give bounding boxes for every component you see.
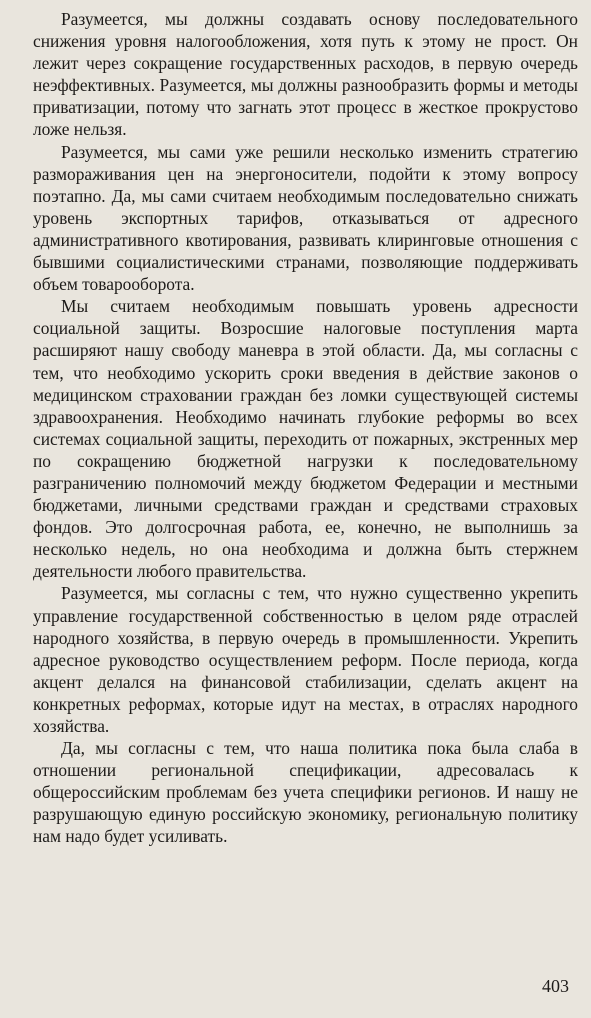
paragraph-1: Разумеется, мы должны создавать основу последовательного снижения уровня налогообложения, хотя путь к этому не прост. Он лежит через сокращение государственных расходов, в первую очередь неэффективных. Разумеется, мы должны разнообразить формы и методы приватизации, потому что загнать этот процесс в жесткое прокрустово ложе нельзя. (33, 9, 578, 140)
paragraph-2: Разумеется, мы сами уже решили несколько изменить стратегию размораживания цен на энергоносители, подойти к этому вопросу поэтапно. Да, мы сами считаем необходимым последовательно снижать уровень экспортных тарифов, отказываться от адресного административного квотирования, развивать клиринговые отношения с бывшими социалистическими странами, позволяющие поддерживать объем товарооборота. (33, 141, 578, 295)
page-number: 403 (542, 976, 569, 996)
paragraph-3: Мы считаем необходимым повышать уровень адресности социальной защиты. Возросшие налоговые поступления марта расширяют нашу свободу маневра в этой области. Да, мы согласны с тем, что необходимо ускорить сроки введения в действие законов о медицинском страховании граждан без ломки существующей системы здравоохранения. Необходимо начинать глубокие реформы во всех системах социальной защиты, переходить от пожарных, экстренных мер по сокращению бюджетной нагрузки к последовательному разграничению полномочий между бюджетом Федерации и местными бюджетами, личными средствами граждан и средствами страховых фондов. Это долгосрочная работа, ее, конечно, не выполнишь за несколько недель, но она необходима и должна быть стержнем деятельности любого правительства. (33, 296, 578, 582)
paragraph-4: Разумеется, мы согласны с тем, что нужно существенно укрепить управление государственной собственностью в целом ряде отраслей народного хозяйства, в первую очередь в промышленности. Укрепить адресное руководство осуществлением реформ. После периода, когда акцент делался на финансовой стабилизации, сделать акцент на конкретных реформах, которые идут на местах, в отраслях народного хозяйства. (33, 583, 578, 736)
paragraph-5: Да, мы согласны с тем, что наша политика пока была слаба в отношении региональной спецификации, адресовалась к общероссийским проблемам без учета специфики регионов. И нашу не разрушающую единую российскую экономику, региональную политику нам надо будет усиливать. (33, 738, 578, 847)
body-text (33, 8, 578, 848)
